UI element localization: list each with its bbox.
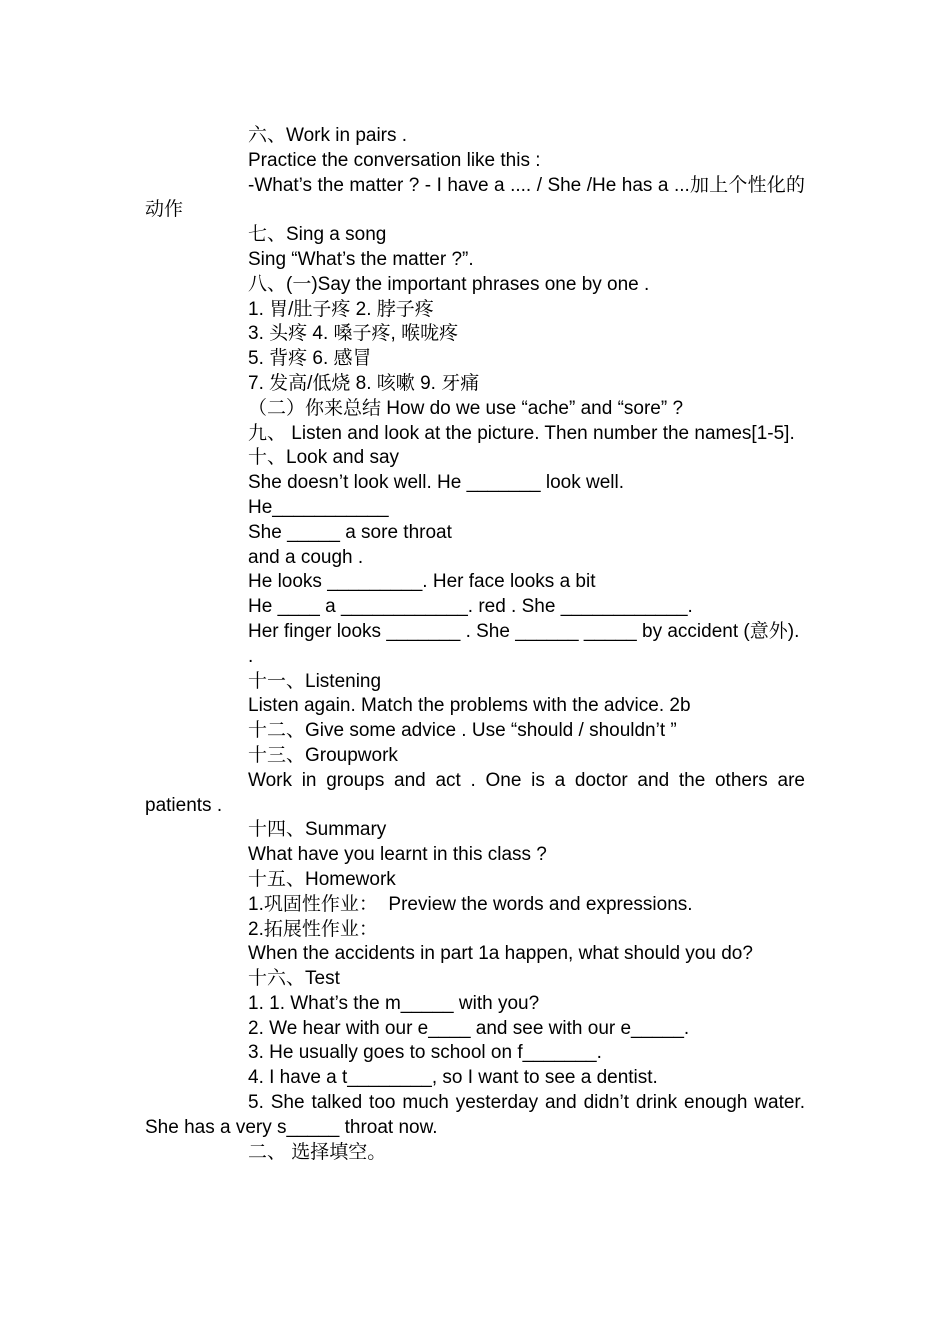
phrase-line: 5. 背疼 6. 感冒 xyxy=(248,348,372,370)
section-9-heading: 九、 Listen and look at the picture. Then number the names[1-5]. xyxy=(248,422,795,444)
section-6-heading: 六、Work in pairs . xyxy=(248,125,408,146)
phrase-line: 1. 胃/肚子疼 2. 脖子疼 xyxy=(248,298,434,320)
fill-blank-line: He looks _________. Her face looks a bit xyxy=(248,571,596,593)
document-body xyxy=(145,124,805,1165)
homework-line: 1.巩固性作业： Preview the words and expressions. xyxy=(248,893,693,915)
test-item: 4. I have a t________, so I want to see a dentist. xyxy=(248,1067,658,1089)
fill-blank-line: He ____ a ____________. red . She ____________. xyxy=(248,596,693,618)
section-13-heading: 十三、Groupwork xyxy=(248,744,398,766)
summary-line: What have you learnt in this class ? xyxy=(248,844,547,866)
period-line: . xyxy=(248,645,254,667)
fill-blank-line: She doesn’t look well. He _______ look well. xyxy=(248,472,625,494)
fill-blank-line: He___________ xyxy=(248,496,389,518)
section-15-heading: 十五、Homework xyxy=(248,868,396,890)
phrase-line: 7. 发高/低烧 8. 咳嗽 9. 牙痛 xyxy=(248,372,480,394)
fill-blank-line: She _____ a sore throat xyxy=(248,521,452,543)
song-line: Sing “What’s the matter ?”. xyxy=(248,248,474,270)
section-14-heading: 十四、Summary xyxy=(248,819,387,841)
instruction-line: Practice the conversation like this : xyxy=(248,149,541,171)
section-11-heading: 十一、Listening xyxy=(248,670,382,692)
conversation-prompt: -What’s the matter ? - I have a .... / She /He has a ...加上个性化的动作 xyxy=(145,174,805,221)
summary-question: （二）你来总结 How do we use “ache” and “sore” ? xyxy=(248,397,684,419)
phrase-line: 3. 头疼 4. 嗓子疼, 喉咙疼 xyxy=(248,323,459,345)
homework-line: 2.拓展性作业： xyxy=(248,918,378,940)
section-8-heading: 八、(一)Say the important phrases one by one . xyxy=(248,273,650,295)
section-7-heading: 七、Sing a song xyxy=(248,224,387,246)
homework-line: When the accidents in part 1a happen, what should you do? xyxy=(248,943,753,965)
section-heading: 二、 选择填空。 xyxy=(248,1141,387,1163)
groupwork-line: Work in groups and act . One is a doctor and the others are patients . xyxy=(145,769,805,816)
test-item: 1. 1. What’s the m_____ with you? xyxy=(248,992,540,1014)
fill-blank-line: and a cough . xyxy=(248,546,364,568)
listening-line: Listen again. Match the problems with the advice. 2b xyxy=(248,695,691,717)
section-12-heading: 十二、Give some advice . Use “should / shouldn’t ” xyxy=(248,720,677,742)
section-10-heading: 十、Look and say xyxy=(248,447,400,469)
fill-blank-line: Her finger looks _______ . She ______ _____ by accident (意外). xyxy=(248,620,800,642)
section-16-heading: 十六、Test xyxy=(248,968,340,990)
test-item: 5. She talked too much yesterday and didn’t drink enough water. She has a very s_____ throat now. xyxy=(145,1092,805,1138)
test-item: 3. He usually goes to school on f_______. xyxy=(248,1042,602,1064)
test-item: 2. We hear with our e____ and see with our e_____. xyxy=(248,1017,690,1039)
